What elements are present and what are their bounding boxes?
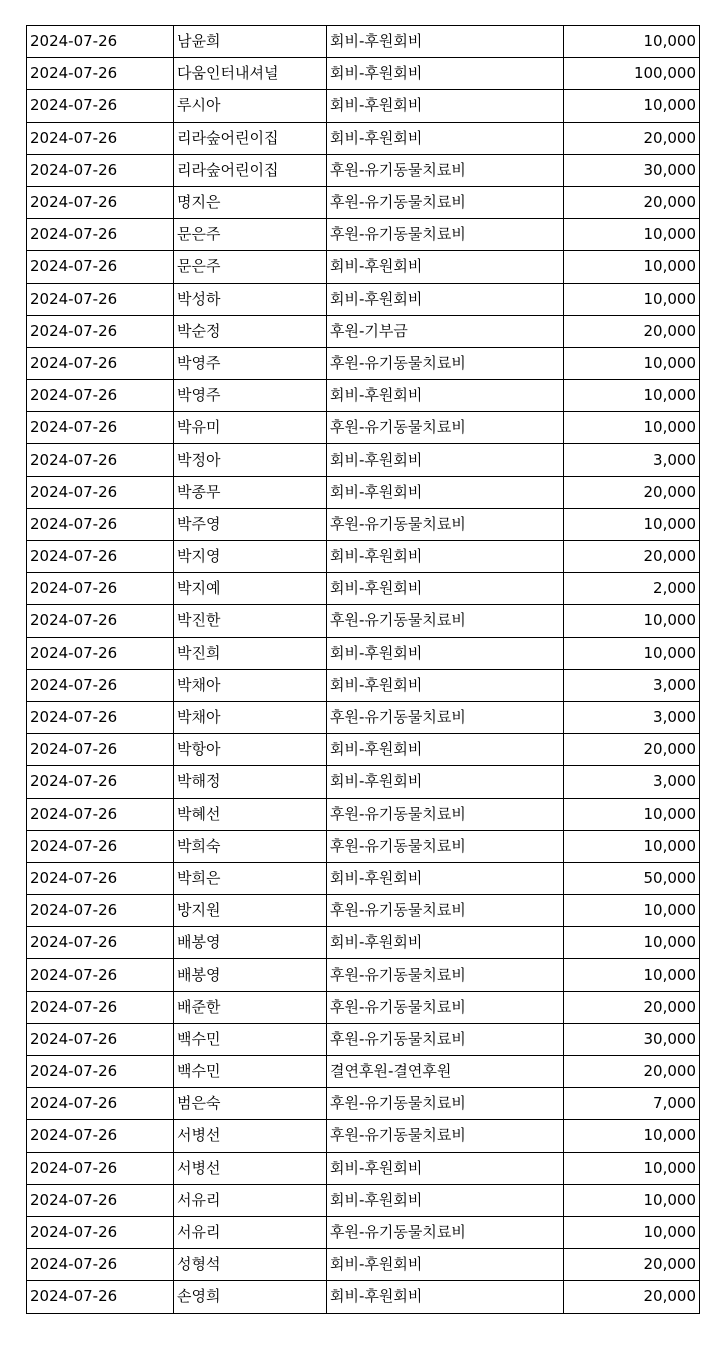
- date-cell: 2024-07-26: [27, 186, 174, 218]
- category-cell: 회비-후원회비: [327, 1249, 564, 1281]
- category-cell: 후원-유기동물치료비: [327, 605, 564, 637]
- donor-name-cell: 박주영: [174, 508, 327, 540]
- donor-name-cell: 명지은: [174, 186, 327, 218]
- category-cell: 후원-유기동물치료비: [327, 347, 564, 379]
- amount-cell: 10,000: [564, 90, 700, 122]
- donor-name-cell: 박정아: [174, 444, 327, 476]
- table-row: [27, 1120, 700, 1152]
- category-cell: 후원-유기동물치료비: [327, 508, 564, 540]
- amount-cell: 7,000: [564, 1088, 700, 1120]
- amount-cell: 2,000: [564, 573, 700, 605]
- category-cell: 결연후원-결연후원: [327, 1056, 564, 1088]
- category-cell: 회비-후원회비: [327, 637, 564, 669]
- table-row: [27, 26, 700, 58]
- table-row: [27, 283, 700, 315]
- table-row: [27, 1056, 700, 1088]
- category-cell: 회비-후원회비: [327, 283, 564, 315]
- category-cell: 회비-후원회비: [327, 122, 564, 154]
- amount-cell: 10,000: [564, 1120, 700, 1152]
- amount-cell: 10,000: [564, 798, 700, 830]
- category-cell: 회비-후원회비: [327, 90, 564, 122]
- date-cell: 2024-07-26: [27, 927, 174, 959]
- amount-cell: 20,000: [564, 991, 700, 1023]
- date-cell: 2024-07-26: [27, 637, 174, 669]
- donor-name-cell: 백수민: [174, 1023, 327, 1055]
- table-row: [27, 251, 700, 283]
- donor-name-cell: 방지원: [174, 895, 327, 927]
- table-row: [27, 90, 700, 122]
- category-cell: 회비-후원회비: [327, 1152, 564, 1184]
- date-cell: 2024-07-26: [27, 508, 174, 540]
- category-cell: 회비-후원회비: [327, 734, 564, 766]
- table-row: [27, 669, 700, 701]
- amount-cell: 3,000: [564, 766, 700, 798]
- date-cell: 2024-07-26: [27, 154, 174, 186]
- table-row: [27, 1216, 700, 1248]
- amount-cell: 10,000: [564, 830, 700, 862]
- category-cell: 후원-유기동물치료비: [327, 991, 564, 1023]
- donor-name-cell: 박혜선: [174, 798, 327, 830]
- category-cell: 후원-유기동물치료비: [327, 830, 564, 862]
- table-row: [27, 122, 700, 154]
- date-cell: 2024-07-26: [27, 895, 174, 927]
- donor-name-cell: 박영주: [174, 347, 327, 379]
- date-cell: 2024-07-26: [27, 541, 174, 573]
- category-cell: 후원-유기동물치료비: [327, 154, 564, 186]
- donor-name-cell: 박항아: [174, 734, 327, 766]
- category-cell: 후원-유기동물치료비: [327, 1023, 564, 1055]
- category-cell: 후원-유기동물치료비: [327, 219, 564, 251]
- amount-cell: 100,000: [564, 58, 700, 90]
- date-cell: 2024-07-26: [27, 380, 174, 412]
- date-cell: 2024-07-26: [27, 1281, 174, 1313]
- amount-cell: 20,000: [564, 186, 700, 218]
- table-row: [27, 347, 700, 379]
- date-cell: 2024-07-26: [27, 1120, 174, 1152]
- donor-name-cell: 백수민: [174, 1056, 327, 1088]
- donor-name-cell: 서유리: [174, 1216, 327, 1248]
- donor-name-cell: 남윤희: [174, 26, 327, 58]
- date-cell: 2024-07-26: [27, 830, 174, 862]
- amount-cell: 10,000: [564, 219, 700, 251]
- table-row: [27, 766, 700, 798]
- table-row: [27, 830, 700, 862]
- donor-name-cell: 배준한: [174, 991, 327, 1023]
- category-cell: 회비-후원회비: [327, 669, 564, 701]
- amount-cell: 20,000: [564, 122, 700, 154]
- table-row: [27, 154, 700, 186]
- category-cell: 회비-후원회비: [327, 862, 564, 894]
- amount-cell: 10,000: [564, 508, 700, 540]
- donor-name-cell: 박채아: [174, 669, 327, 701]
- category-cell: 회비-후원회비: [327, 1184, 564, 1216]
- amount-cell: 30,000: [564, 1023, 700, 1055]
- amount-cell: 3,000: [564, 444, 700, 476]
- category-cell: 회비-후원회비: [327, 541, 564, 573]
- donor-name-cell: 박유미: [174, 412, 327, 444]
- amount-cell: 30,000: [564, 154, 700, 186]
- category-cell: 후원-유기동물치료비: [327, 798, 564, 830]
- table-row: [27, 1088, 700, 1120]
- amount-cell: 20,000: [564, 315, 700, 347]
- donor-name-cell: 박희숙: [174, 830, 327, 862]
- amount-cell: 20,000: [564, 1249, 700, 1281]
- amount-cell: 10,000: [564, 347, 700, 379]
- date-cell: 2024-07-26: [27, 605, 174, 637]
- donor-name-cell: 배봉영: [174, 959, 327, 991]
- donor-name-cell: 박채아: [174, 701, 327, 733]
- date-cell: 2024-07-26: [27, 58, 174, 90]
- donor-name-cell: 루시아: [174, 90, 327, 122]
- amount-cell: 20,000: [564, 1056, 700, 1088]
- table-row: [27, 798, 700, 830]
- date-cell: 2024-07-26: [27, 412, 174, 444]
- amount-cell: 10,000: [564, 1216, 700, 1248]
- donor-name-cell: 배봉영: [174, 927, 327, 959]
- donor-name-cell: 박지예: [174, 573, 327, 605]
- amount-cell: 50,000: [564, 862, 700, 894]
- amount-cell: 10,000: [564, 1184, 700, 1216]
- amount-cell: 20,000: [564, 476, 700, 508]
- amount-cell: 10,000: [564, 959, 700, 991]
- table-row: [27, 862, 700, 894]
- amount-cell: 20,000: [564, 734, 700, 766]
- amount-cell: 3,000: [564, 669, 700, 701]
- date-cell: 2024-07-26: [27, 734, 174, 766]
- table-row: [27, 895, 700, 927]
- table-row: [27, 541, 700, 573]
- table-row: [27, 508, 700, 540]
- amount-cell: 10,000: [564, 251, 700, 283]
- category-cell: 후원-유기동물치료비: [327, 895, 564, 927]
- amount-cell: 20,000: [564, 1281, 700, 1313]
- donor-name-cell: 성형석: [174, 1249, 327, 1281]
- amount-cell: 10,000: [564, 927, 700, 959]
- amount-cell: 10,000: [564, 412, 700, 444]
- table-row: [27, 444, 700, 476]
- donor-name-cell: 리라숲어린이집: [174, 122, 327, 154]
- donor-name-cell: 다움인터내셔널: [174, 58, 327, 90]
- donor-name-cell: 박성하: [174, 283, 327, 315]
- category-cell: 후원-유기동물치료비: [327, 701, 564, 733]
- donor-name-cell: 박진희: [174, 637, 327, 669]
- donor-name-cell: 리라숲어린이집: [174, 154, 327, 186]
- amount-cell: 20,000: [564, 541, 700, 573]
- category-cell: 회비-후원회비: [327, 927, 564, 959]
- category-cell: 후원-기부금: [327, 315, 564, 347]
- category-cell: 회비-후원회비: [327, 1281, 564, 1313]
- table-row: [27, 1152, 700, 1184]
- amount-cell: 10,000: [564, 895, 700, 927]
- date-cell: 2024-07-26: [27, 315, 174, 347]
- date-cell: 2024-07-26: [27, 1184, 174, 1216]
- date-cell: 2024-07-26: [27, 1088, 174, 1120]
- category-cell: 회비-후원회비: [327, 573, 564, 605]
- category-cell: 후원-유기동물치료비: [327, 186, 564, 218]
- donor-name-cell: 박해정: [174, 766, 327, 798]
- table-row: [27, 573, 700, 605]
- date-cell: 2024-07-26: [27, 476, 174, 508]
- table-row: [27, 927, 700, 959]
- category-cell: 회비-후원회비: [327, 476, 564, 508]
- donor-name-cell: 서병선: [174, 1152, 327, 1184]
- amount-cell: 10,000: [564, 605, 700, 637]
- donor-name-cell: 박지영: [174, 541, 327, 573]
- date-cell: 2024-07-26: [27, 1152, 174, 1184]
- date-cell: 2024-07-26: [27, 766, 174, 798]
- category-cell: 후원-유기동물치료비: [327, 1216, 564, 1248]
- category-cell: 회비-후원회비: [327, 58, 564, 90]
- category-cell: 회비-후원회비: [327, 26, 564, 58]
- table-row: [27, 186, 700, 218]
- table-row: [27, 219, 700, 251]
- date-cell: 2024-07-26: [27, 1056, 174, 1088]
- table-row: [27, 476, 700, 508]
- date-cell: 2024-07-26: [27, 347, 174, 379]
- date-cell: 2024-07-26: [27, 959, 174, 991]
- category-cell: 후원-유기동물치료비: [327, 412, 564, 444]
- date-cell: 2024-07-26: [27, 573, 174, 605]
- date-cell: 2024-07-26: [27, 122, 174, 154]
- table-row: [27, 1281, 700, 1313]
- date-cell: 2024-07-26: [27, 1023, 174, 1055]
- date-cell: 2024-07-26: [27, 1249, 174, 1281]
- date-cell: 2024-07-26: [27, 283, 174, 315]
- table-row: [27, 605, 700, 637]
- donor-name-cell: 박진한: [174, 605, 327, 637]
- date-cell: 2024-07-26: [27, 669, 174, 701]
- amount-cell: 10,000: [564, 380, 700, 412]
- donation-ledger-table: [26, 25, 700, 1314]
- table-row: [27, 412, 700, 444]
- ledger-body: [27, 26, 700, 1314]
- donor-name-cell: 범은숙: [174, 1088, 327, 1120]
- date-cell: 2024-07-26: [27, 444, 174, 476]
- table-row: [27, 380, 700, 412]
- amount-cell: 10,000: [564, 283, 700, 315]
- date-cell: 2024-07-26: [27, 90, 174, 122]
- amount-cell: 10,000: [564, 1152, 700, 1184]
- table-row: [27, 1184, 700, 1216]
- donor-name-cell: 문은주: [174, 219, 327, 251]
- donor-name-cell: 손영희: [174, 1281, 327, 1313]
- date-cell: 2024-07-26: [27, 862, 174, 894]
- amount-cell: 10,000: [564, 26, 700, 58]
- amount-cell: 3,000: [564, 701, 700, 733]
- date-cell: 2024-07-26: [27, 219, 174, 251]
- category-cell: 회비-후원회비: [327, 766, 564, 798]
- table-row: [27, 734, 700, 766]
- donor-name-cell: 박종무: [174, 476, 327, 508]
- category-cell: 후원-유기동물치료비: [327, 1120, 564, 1152]
- table-row: [27, 701, 700, 733]
- date-cell: 2024-07-26: [27, 701, 174, 733]
- donor-name-cell: 박영주: [174, 380, 327, 412]
- table-row: [27, 315, 700, 347]
- donor-name-cell: 문은주: [174, 251, 327, 283]
- date-cell: 2024-07-26: [27, 251, 174, 283]
- table-row: [27, 959, 700, 991]
- table-row: [27, 58, 700, 90]
- donor-name-cell: 서유리: [174, 1184, 327, 1216]
- donor-name-cell: 서병선: [174, 1120, 327, 1152]
- category-cell: 후원-유기동물치료비: [327, 959, 564, 991]
- category-cell: 회비-후원회비: [327, 251, 564, 283]
- date-cell: 2024-07-26: [27, 26, 174, 58]
- amount-cell: 10,000: [564, 637, 700, 669]
- date-cell: 2024-07-26: [27, 991, 174, 1023]
- donor-name-cell: 박희은: [174, 862, 327, 894]
- table-row: [27, 637, 700, 669]
- category-cell: 회비-후원회비: [327, 380, 564, 412]
- date-cell: 2024-07-26: [27, 1216, 174, 1248]
- table-row: [27, 1249, 700, 1281]
- category-cell: 후원-유기동물치료비: [327, 1088, 564, 1120]
- table-row: [27, 1023, 700, 1055]
- donor-name-cell: 박순정: [174, 315, 327, 347]
- table-row: [27, 991, 700, 1023]
- date-cell: 2024-07-26: [27, 798, 174, 830]
- category-cell: 회비-후원회비: [327, 444, 564, 476]
